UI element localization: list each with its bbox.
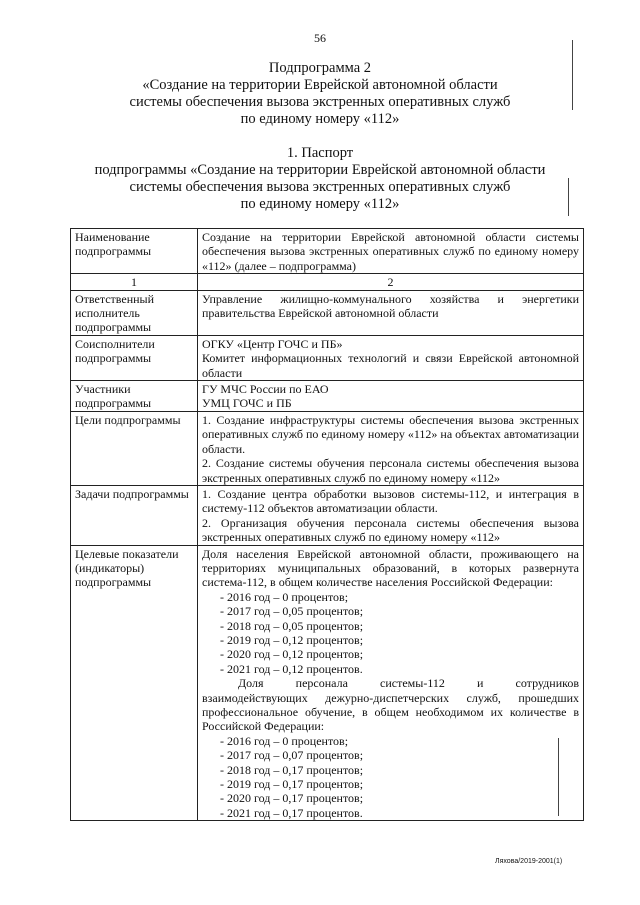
list-item: - 2018 год – 0,05 процентов; (220, 618, 364, 633)
table-row (71, 545, 584, 821)
word: персонала (295, 676, 348, 691)
passport-heading (0, 145, 640, 213)
row-label: Задачи подпрограммы (71, 485, 198, 545)
value-item: 2. Организация обучения персонала системы обеспечения вызова экстренных оперативных служб по единому номеру «112» (202, 515, 579, 545)
word: Доля (238, 676, 264, 691)
column-number: 1 (71, 274, 198, 290)
passport-table (70, 228, 584, 821)
word: и (476, 676, 484, 691)
list-item: - 2021 год – 0,17 процентов. (220, 805, 363, 820)
word: системы-112 (380, 676, 445, 691)
indicator-intro: Доля населения Еврейской автономной области, проживающего на территориях муниципальных образований, в которых развернута система-112, в общем количестве населения Российской Федерации: (202, 546, 579, 590)
page-number: 56 (314, 31, 326, 45)
value-item: 2. Создание системы обучения персонала системы обеспечения вызова экстренных оперативных служб по единому номеру «112» (202, 456, 579, 485)
passport-heading-line: подпрограммы «Создание на территории Еврейской автономной области (94, 162, 546, 178)
value-line: УМЦ ГОЧС и ПБ (202, 396, 292, 411)
program-heading-line: по единому номеру «112» (240, 111, 400, 127)
list-item: - 2020 год – 0,17 процентов; (220, 791, 364, 806)
value-item: 1. Создание центра обработки вызовов системы-112, и интеграция в систему-112 объектов автоматизации области. (202, 486, 579, 516)
row-value (198, 485, 584, 545)
value-line: Комитет информационных технологий и связи Еврейской автономной области (202, 351, 579, 380)
row-label: Ответственный исполнитель подпрограммы (71, 290, 198, 335)
row-value: Управление жилищно-коммунального хозяйства и энергетики правительства Еврейской автономной области (198, 290, 584, 335)
row-label: Целевые показатели (индикаторы) подпрограммы (71, 545, 198, 821)
passport-heading-line: 1. Паспорт (286, 145, 354, 161)
passport-heading-line: по единому номеру «112» (240, 196, 400, 212)
table-row (71, 485, 584, 545)
row-value (198, 411, 584, 485)
value-line: ГУ МЧС России по ЕАО (202, 382, 329, 397)
row-value (198, 381, 584, 412)
passport-heading-line: системы обеспечения вызова экстренных оперативных служб (129, 179, 511, 195)
row-value (198, 335, 584, 380)
table-row (71, 381, 584, 412)
list-item: - 2016 год – 0 процентов; (220, 733, 349, 748)
list-item: - 2018 год – 0,17 процентов; (220, 762, 364, 777)
column-number: 2 (198, 274, 584, 290)
program-heading-line: Подпрограмма 2 (268, 60, 372, 76)
table-row (71, 335, 584, 380)
list-item: - 2019 год – 0,17 процентов; (220, 777, 364, 792)
table-row (71, 229, 584, 274)
scan-artifact-line (558, 738, 559, 816)
row-value (198, 545, 584, 821)
table-row-column-numbers (71, 274, 584, 290)
list-item: - 2020 год – 0,12 процентов; (220, 647, 364, 662)
program-heading (0, 60, 640, 128)
indicator-intro-first-line (202, 676, 579, 690)
document-code: Ляхова/2019-2001(1) (495, 858, 563, 865)
value-item: 1. Создание инфраструктуры системы обеспечения вызова экстренных оперативных служб по единому номеру «112» на объектах автоматизации области. (202, 412, 579, 456)
row-label: Участники подпрограммы (71, 381, 198, 412)
row-value: Создание на территории Еврейской автономной области системы обеспечения вызова экстренных оперативных служб по единому номеру «112» (далее – подпрограмма) (198, 229, 584, 274)
row-label: Наименование подпрограммы (71, 229, 198, 274)
program-heading-line: «Создание на территории Еврейской автономной области (142, 77, 498, 93)
list-item: - 2017 год – 0,07 процентов; (220, 748, 364, 763)
scan-artifact-line (572, 40, 573, 110)
word: сотрудников (515, 676, 579, 691)
list-item: - 2016 год – 0 процентов; (220, 589, 349, 604)
value-line: ОГКУ «Центр ГОЧС и ПБ» (202, 336, 343, 351)
program-heading-line: системы обеспечения вызова экстренных оперативных служб (129, 94, 511, 110)
list-item: - 2019 год – 0,12 процентов; (220, 632, 364, 647)
scan-artifact-line (568, 178, 569, 216)
table-row (71, 290, 584, 335)
row-label: Соисполнители подпрограммы (71, 335, 198, 380)
list-item: - 2021 год – 0,12 процентов. (220, 661, 363, 676)
list-item: - 2017 год – 0,05 процентов; (220, 604, 364, 619)
indicator-intro: взаимодействующих дежурно-диспетчерских служб, прошедших профессиональное обучение, в общем необходимом их количестве в Российской Федерации: (202, 690, 579, 734)
row-label: Цели подпрограммы (71, 411, 198, 485)
table-row (71, 411, 584, 485)
